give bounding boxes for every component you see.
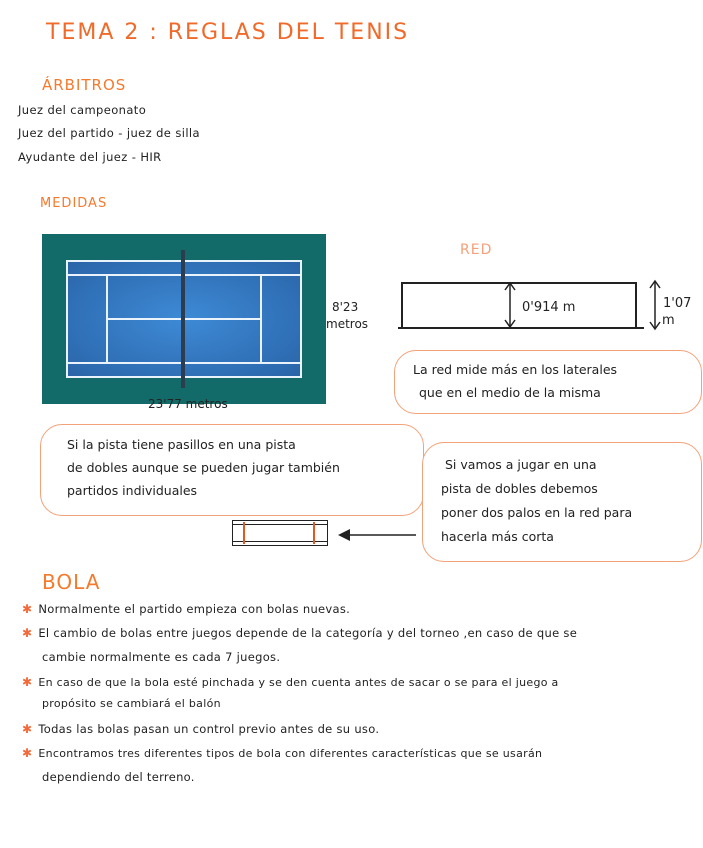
bola-bullet-1-text: Normalmente el partido empieza con bolas nuevas.: [38, 602, 351, 616]
bola-bullet-5-cont: dependiendo del terreno.: [42, 770, 195, 784]
net-side-height-unit: m: [662, 313, 675, 328]
net-note-cloud: [394, 350, 702, 414]
dobles-line-1: Si vamos a jugar en una: [445, 457, 597, 472]
star-bullet-icon: ✱: [22, 626, 33, 640]
bola-bullet-2-text: El cambio de bolas entre juegos depende de la categoría y del torneo ,en caso de que se: [38, 626, 578, 640]
dobles-line-2: pista de dobles debemos: [441, 481, 598, 496]
bola-bullet-4: [22, 722, 379, 736]
pasillos-line-3: partidos individuales: [67, 483, 198, 498]
court-width-label: 8'23: [332, 300, 359, 314]
dobles-line-3: poner dos palos en la red para: [441, 505, 633, 520]
court-net: [181, 250, 185, 388]
arbitros-heading: ÁRBITROS: [42, 76, 127, 94]
pasillos-line-2: de dobles aunque se pueden jugar también: [67, 460, 340, 475]
bola-bullet-4-text: Todas las bolas pasan un control previo antes de su uso.: [38, 722, 380, 736]
net-baseline: [398, 327, 644, 329]
doubles-posts-diagram: [232, 520, 328, 546]
net-note-line-2: que en el medio de la misma: [419, 385, 601, 400]
bola-heading: BOLA: [42, 570, 101, 594]
bola-bullet-3-cont: propósito se cambiará el balón: [42, 697, 221, 710]
arbitro-item-1: Juez del campeonato: [18, 103, 147, 117]
net-center-height: 0'914 m: [522, 300, 576, 315]
medidas-heading: MEDIDAS: [40, 196, 108, 211]
bola-bullet-5: [22, 746, 542, 760]
pasillos-line-1: Si la pista tiene pasillos en una pista: [67, 437, 296, 452]
red-heading: RED: [460, 242, 493, 258]
center-height-arrow-icon: [500, 280, 520, 330]
bola-bullet-3-text: En caso de que la bola esté pinchada y se den cuenta antes de sacar o se para el juego a: [38, 676, 559, 689]
star-bullet-icon: ✱: [22, 675, 33, 689]
star-bullet-icon: ✱: [22, 722, 33, 736]
bola-bullet-3: [22, 675, 559, 689]
dobles-line-4: hacerla más corta: [441, 529, 554, 544]
arbitro-item-2: Juez del partido - juez de silla: [18, 126, 200, 140]
pasillos-note-cloud: [40, 424, 424, 516]
page-title: TEMA 2 : REGLAS DEL TENIS: [46, 20, 410, 45]
star-bullet-icon: ✱: [22, 602, 33, 616]
dobles-note-cloud: [422, 442, 702, 562]
tennis-court-diagram: [42, 234, 326, 404]
net-note-line-1: La red mide más en los laterales: [413, 362, 618, 377]
arbitro-item-3: Ayudante del juez - HIR: [18, 150, 162, 164]
net-side-height: 1'07: [663, 296, 692, 311]
bola-bullet-1: [22, 602, 350, 616]
arrow-left-icon: [338, 527, 418, 543]
court-width-unit: metros: [326, 317, 369, 331]
court-length-label: 23'77 metros: [148, 397, 228, 411]
star-bullet-icon: ✱: [22, 746, 33, 760]
bola-bullet-2-cont: cambie normalmente es cada 7 juegos.: [42, 650, 281, 664]
bola-bullet-5-text: Encontramos tres diferentes tipos de bola con diferentes características que se usarán: [38, 747, 543, 760]
bola-bullet-2: [22, 626, 577, 640]
